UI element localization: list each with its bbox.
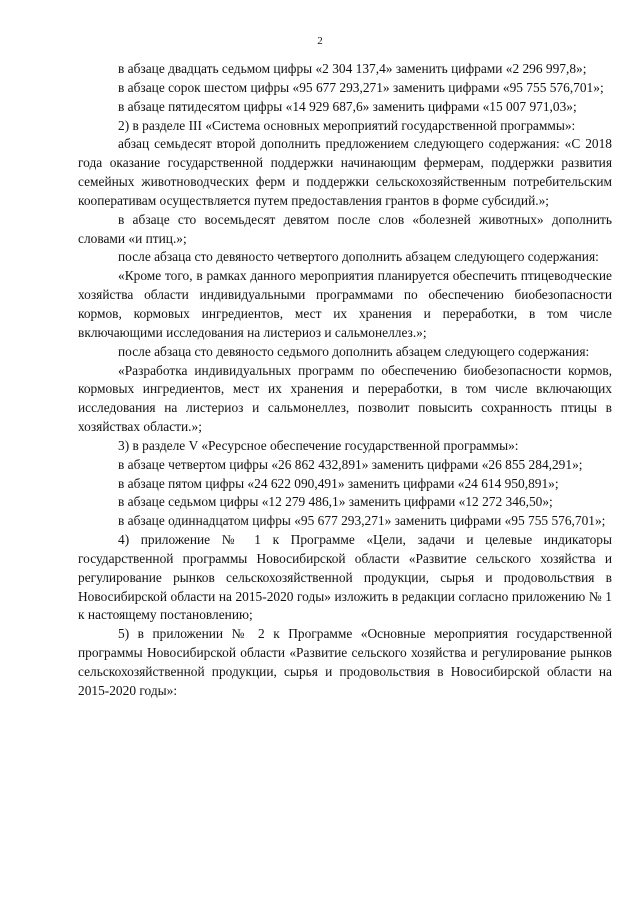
paragraph: в абзаце пятидесятом цифры «14 929 687,6» заменить цифрами «15 007 971,03»; [118, 98, 577, 114]
paragraph: 4) приложение № 1 к Программе «Цели, задачи и целевые индикаторы государственной программы Новосибирской области «Развитие сельского хозяйства и регулирование рынков сельскохозяйственной продукции, сырья и продовольствия в Новосибирской области на 2015-2020 годы» изложить в редакции согласно приложению № 1 к настоящему постановлению; [78, 532, 612, 623]
paragraph: в абзаце пятом цифры «24 622 090,491» заменить цифрами «24 614 950,891»; [118, 475, 559, 491]
paragraph: после абзаца сто девяносто седьмого дополнить абзацем следующего содержания: [118, 343, 590, 359]
paragraph: 3) в разделе V «Ресурсное обеспечение государственной программы»: [118, 437, 519, 453]
page-number: 2 [317, 35, 323, 47]
paragraph: 2) в разделе III «Система основных мероприятий государственной программы»: [118, 117, 576, 133]
paragraph: в абзаце четвертом цифры «26 862 432,891» заменить цифрами «26 855 284,291»; [118, 456, 583, 472]
paragraph: «Разработка индивидуальных программ по обеспечению биобезопасности кормов, кормовых ингредиентов, мест их хранения и переработки, в том числе включающих исследования на листериоз и сальмонеллез, позволит повысить сохранность птицы в хозяйствах области.»; [78, 362, 612, 435]
paragraph: в абзаце сто восемьдесят девятом после слов «болезней животных» дополнить словами «и птиц.»; [78, 211, 612, 246]
document-body [78, 60, 612, 701]
paragraph: в абзаце одиннадцатом цифры «95 677 293,271» заменить цифрами «95 755 576,701»; [118, 513, 606, 529]
paragraph: 5) в приложении № 2 к Программе «Основные мероприятия государственной программы Новосибирской области «Развитие сельского хозяйства и регулирование рынков сельскохозяйственной продукции, сырья и продовольствия в Новосибирской области на 2015-2020 годы»: [78, 626, 612, 698]
paragraph: «Кроме того, в рамках данного мероприятия планируется обеспечить птицеводческие хозяйства области индивидуальными программами по обеспечению биобезопасности кормов, кормовых ингредиентов, мест их хранения и переработки, в том числе включающими исследования на листериоз и сальмонеллез.»; [78, 268, 612, 340]
paragraph: после абзаца сто девяносто четвертого дополнить абзацем следующего содержания: [118, 249, 599, 265]
paragraph: абзац семьдесят второй дополнить предложением следующего содержания: «С 2018 года оказание государственной поддержки начинающим фермерам, поддержки развития семейных животноводческих ферм и поддержки сельскохозяйственным потребительским кооперативам осуществляется путем предоставления грантов в форме субсидий.»; [78, 136, 612, 208]
paragraph: в абзаце сорок шестом цифры «95 677 293,271» заменить цифрами «95 755 576,701»; [118, 79, 604, 95]
paragraph: в абзаце двадцать седьмом цифры «2 304 137,4» заменить цифрами «2 296 997,8»; [118, 61, 587, 76]
paragraph: в абзаце седьмом цифры «12 279 486,1» заменить цифрами «12 272 346,50»; [118, 494, 553, 510]
